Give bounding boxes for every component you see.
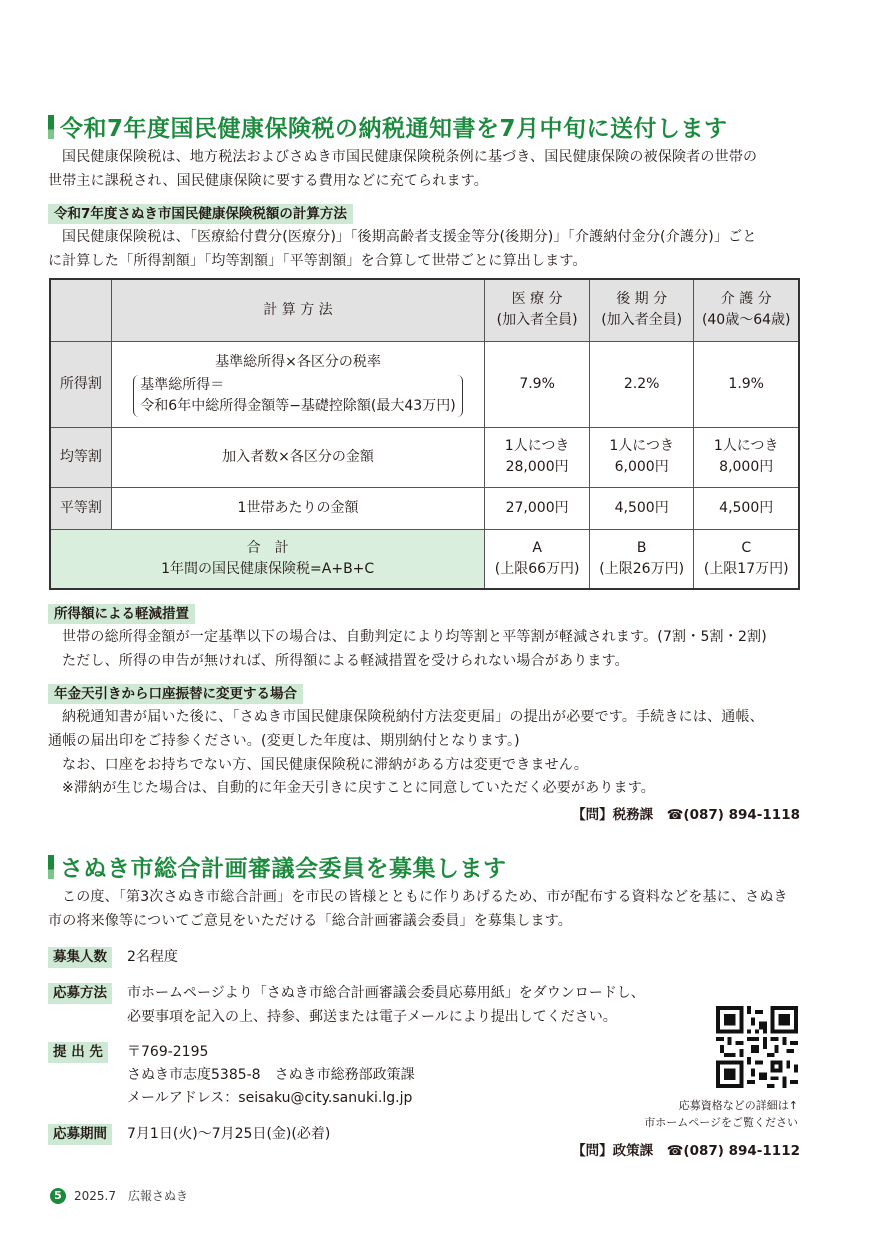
table-corner xyxy=(50,279,111,341)
apply-method-line-1: 市ホームページより「さぬき市総合計画審議会委員応募用紙」をダウンロードし、 xyxy=(127,985,645,1001)
row-value-late-elderly: 4,500円 xyxy=(589,487,694,529)
apply-period-value: 7月1日(火)〜7月25日(金)(必着) xyxy=(127,1126,331,1142)
total-value-care: C (上限17万円) xyxy=(694,529,799,589)
row-method: 加入者数×各区分の金額 xyxy=(111,427,485,487)
table-header-row xyxy=(50,279,799,341)
total-label-cell: 合 計 1年間の国民健康保険税=A+B+C xyxy=(50,529,485,589)
plan-section-title: さぬき市総合計画審議会委員を募集します xyxy=(48,850,507,883)
row-value-care: 1人につき 8,000円 xyxy=(694,427,799,487)
reduction-heading: 所得額による軽減措置 xyxy=(48,604,195,624)
total-value-late-elderly: B (上限26万円) xyxy=(589,529,694,589)
tax-calculation-table xyxy=(49,278,800,590)
row-method: 1世帯あたりの金額 xyxy=(111,487,485,529)
submit-email: メールアドレス：seisaku@city.sanuki.lg.jp xyxy=(127,1090,413,1106)
recruit-count-value: 2名程度 xyxy=(127,949,178,965)
submit-address: さぬき市志度5385-8 さぬき市総務部政策課 xyxy=(127,1067,415,1083)
pension-text-line-3: なお、口座をお持ちでない方、国民健康保険税に滞納がある方は変更できません。 xyxy=(62,757,589,773)
reduction-text-line-1: 世帯の総所得金額が一定基準以下の場合は、自動判定により均等割と平等割が軽減されます。(7割・5割・2割) xyxy=(62,629,767,645)
issue-label: 2025.7 広報さぬき xyxy=(74,1189,188,1203)
pension-text-line-1: 納税通知書が届いた後に、「さぬき市国民健康保険税納付方法変更届」の提出が必要です。手続きには、通帳、 xyxy=(62,709,764,725)
row-label: 均等割 xyxy=(50,427,111,487)
total-value-medical: A (上限66万円) xyxy=(485,529,590,589)
apply-period-label: 応募期間 xyxy=(48,1124,112,1145)
row-label: 所得割 xyxy=(50,341,111,427)
plan-intro-line-1: この度、「第3次さぬき市総合計画」を市民の皆様とともに作りあげるため、市が配布する資料などを基に、さぬき xyxy=(62,889,788,905)
pension-text-line-2: 通帳の届出印をご持参ください。(変更した年度は、期別納付となります。) xyxy=(48,733,520,749)
calc-text-line-2: に計算した「所得割額」「均等割額」「平等割額」を合算して世帯ごとに算出します。 xyxy=(48,253,587,269)
reduction-text-line-2: ただし、所得の申告が無ければ、所得額による軽減措置を受けられない場合があります。 xyxy=(62,653,629,669)
row-value-late-elderly: 1人につき 6,000円 xyxy=(589,427,694,487)
row-value-medical: 27,000円 xyxy=(485,487,590,529)
tax-intro-line-2: 世帯主に課税され、国民健康保険に要する費用などに充てられます。 xyxy=(48,173,488,189)
page-number: 5 xyxy=(50,1188,66,1204)
submit-postal-code: 〒769-2195 xyxy=(127,1044,209,1060)
plan-contact: 【問】政策課 ☎(087) 894-1112 xyxy=(572,1143,800,1159)
header-method: 計 算 方 法 xyxy=(111,279,485,341)
row-value-care: 4,500円 xyxy=(694,487,799,529)
row-method: 基準総所得×各区分の税率 基準総所得＝ 令和6年中総所得金額等−基礎控除額(最大43万円) xyxy=(111,341,485,427)
header-col-medical: 医 療 分 (加入者全員) xyxy=(485,279,590,341)
header-col-late-elderly: 後 期 分 (加入者全員) xyxy=(589,279,694,341)
tax-intro-line-1: 国民健康保険税は、地方税法およびさぬき市国民健康保険税条例に基づき、国民健康保険の被保険者の世帯の xyxy=(62,149,758,165)
row-value-medical: 7.9% xyxy=(485,341,590,427)
header-col-care: 介 護 分 (40歳〜64歳) xyxy=(694,279,799,341)
tax-section-title: 令和7年度国民健康保険税の納税通知書を7月中旬に送付します xyxy=(48,110,728,143)
row-label: 平等割 xyxy=(50,487,111,529)
row-value-care: 1.9% xyxy=(694,341,799,427)
pension-heading: 年金天引きから口座振替に変更する場合 xyxy=(48,684,303,704)
heading-bar-icon xyxy=(48,115,54,139)
submit-to-label: 提 出 先 xyxy=(48,1042,108,1063)
plan-intro-line-2: 市の将来像等についてご意見をいただける「総合計画審議会委員」を募集します。 xyxy=(48,913,572,929)
method-note: 基準総所得＝ 令和6年中総所得金額等−基礎控除額(最大43万円) xyxy=(133,375,462,417)
apply-method-label: 応募方法 xyxy=(48,983,112,1004)
recruit-count-label: 募集人数 xyxy=(48,947,112,968)
table-row xyxy=(50,341,799,427)
pension-text-line-4: ※滞納が生じた場合は、自動的に年金天引きに戻すことに同意していただく必要があります。 xyxy=(62,780,656,796)
table-row xyxy=(50,487,799,529)
row-value-medical: 1人につき 28,000円 xyxy=(485,427,590,487)
row-value-late-elderly: 2.2% xyxy=(589,341,694,427)
qr-code-icon[interactable] xyxy=(716,1006,798,1088)
qr-caption: 応募資格などの詳細は↑ 市ホームページをご覧ください xyxy=(644,1099,798,1129)
heading-bar-icon xyxy=(48,855,54,879)
tax-contact: 【問】税務課 ☎(087) 894-1118 xyxy=(572,807,800,823)
apply-method-line-2: 必要事項を記入の上、持参、郵送または電子メールにより提出してください。 xyxy=(127,1009,617,1025)
calc-heading: 令和7年度さぬき市国民健康保険税額の計算方法 xyxy=(48,204,353,224)
table-total-row xyxy=(50,529,799,589)
calc-text-line-1: 国民健康保険税は、「医療給付費分(医療分)」「後期高齢者支援金等分(後期分)」「介護納付金分(介護分)」ごと xyxy=(62,229,757,245)
table-row xyxy=(50,427,799,487)
